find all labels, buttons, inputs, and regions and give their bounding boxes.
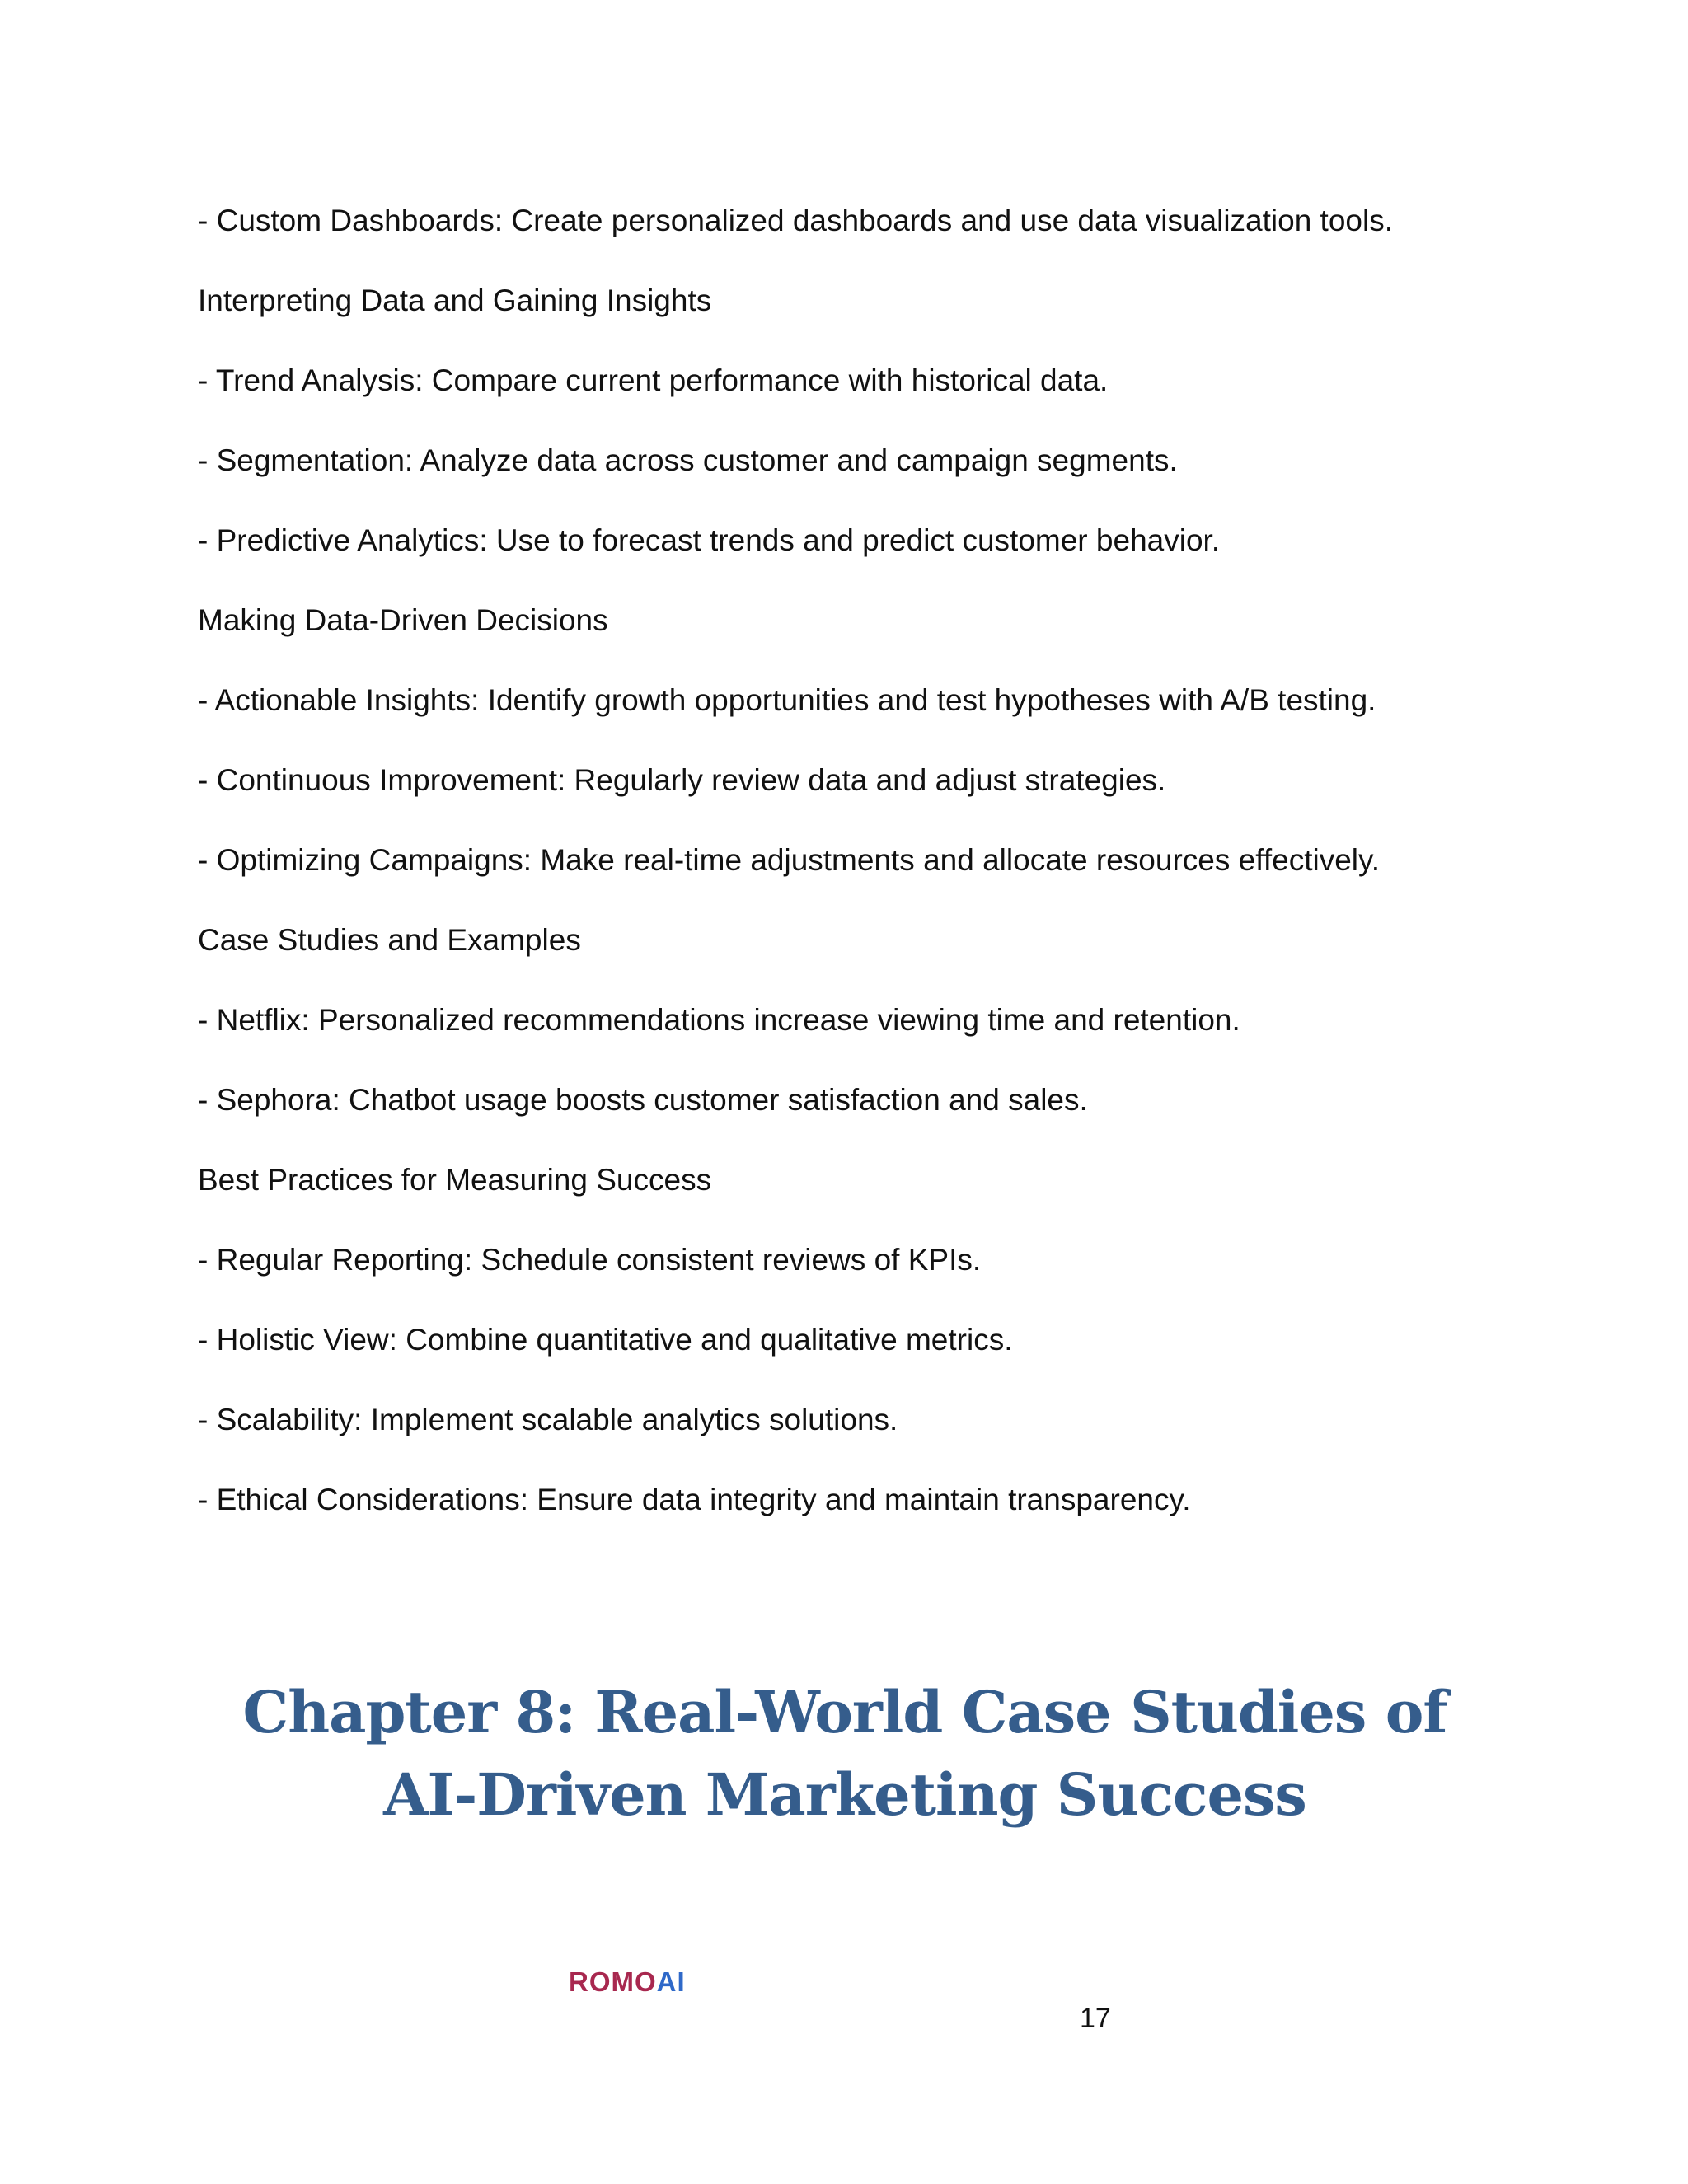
- list-item-predictive-analytics: - Predictive Analytics: Use to forecast trends and predict customer behavior.: [198, 523, 1221, 557]
- list-item-segmentation: - Segmentation: Analyze data across customer and campaign segments.: [198, 443, 1178, 477]
- page-number: 17: [1080, 2003, 1111, 2034]
- section-heading-data-driven-decisions: Making Data-Driven Decisions: [198, 603, 608, 637]
- list-item-ethical-considerations: - Ethical Considerations: Ensure data integrity and maintain transparency.: [198, 1483, 1191, 1516]
- list-item-custom-dashboards: - Custom Dashboards: Create personalized dashboards and use data visualization tools.: [198, 204, 1393, 237]
- section-heading-interpreting-data: Interpreting Data and Gaining Insights: [198, 284, 712, 317]
- list-item-netflix: - Netflix: Personalized recommendations increase viewing time and retention.: [198, 1003, 1240, 1037]
- logo-text-ai: AI: [656, 1966, 686, 1997]
- list-item-optimizing-campaigns: - Optimizing Campaigns: Make real-time adjustments and allocate resources effectively.: [198, 843, 1381, 877]
- romoai-logo: [569, 1966, 686, 1998]
- list-item-continuous-improvement: - Continuous Improvement: Regularly review data and adjust strategies.: [198, 763, 1166, 797]
- section-heading-best-practices: Best Practices for Measuring Success: [198, 1163, 712, 1197]
- chapter-title: Chapter 8: Real-World Case Studies of AI-Driven Marketing Success: [242, 1678, 1447, 1829]
- list-item-trend-analysis: - Trend Analysis: Compare current performance with historical data.: [198, 363, 1109, 397]
- list-item-scalability: - Scalability: Implement scalable analytics solutions.: [198, 1403, 898, 1436]
- list-item-holistic-view: - Holistic View: Combine quantitative and qualitative metrics.: [198, 1323, 1013, 1357]
- list-item-regular-reporting: - Regular Reporting: Schedule consistent reviews of KPIs.: [198, 1243, 982, 1277]
- body-text: [198, 196, 1492, 1555]
- logo-text-romo: ROMO: [569, 1966, 657, 1997]
- list-item-sephora: - Sephora: Chatbot usage boosts customer satisfaction and sales.: [198, 1083, 1088, 1117]
- list-item-actionable-insights: - Actionable Insights: Identify growth opportunities and test hypotheses with A/B testing.: [198, 683, 1376, 717]
- section-heading-case-studies: Case Studies and Examples: [198, 923, 581, 957]
